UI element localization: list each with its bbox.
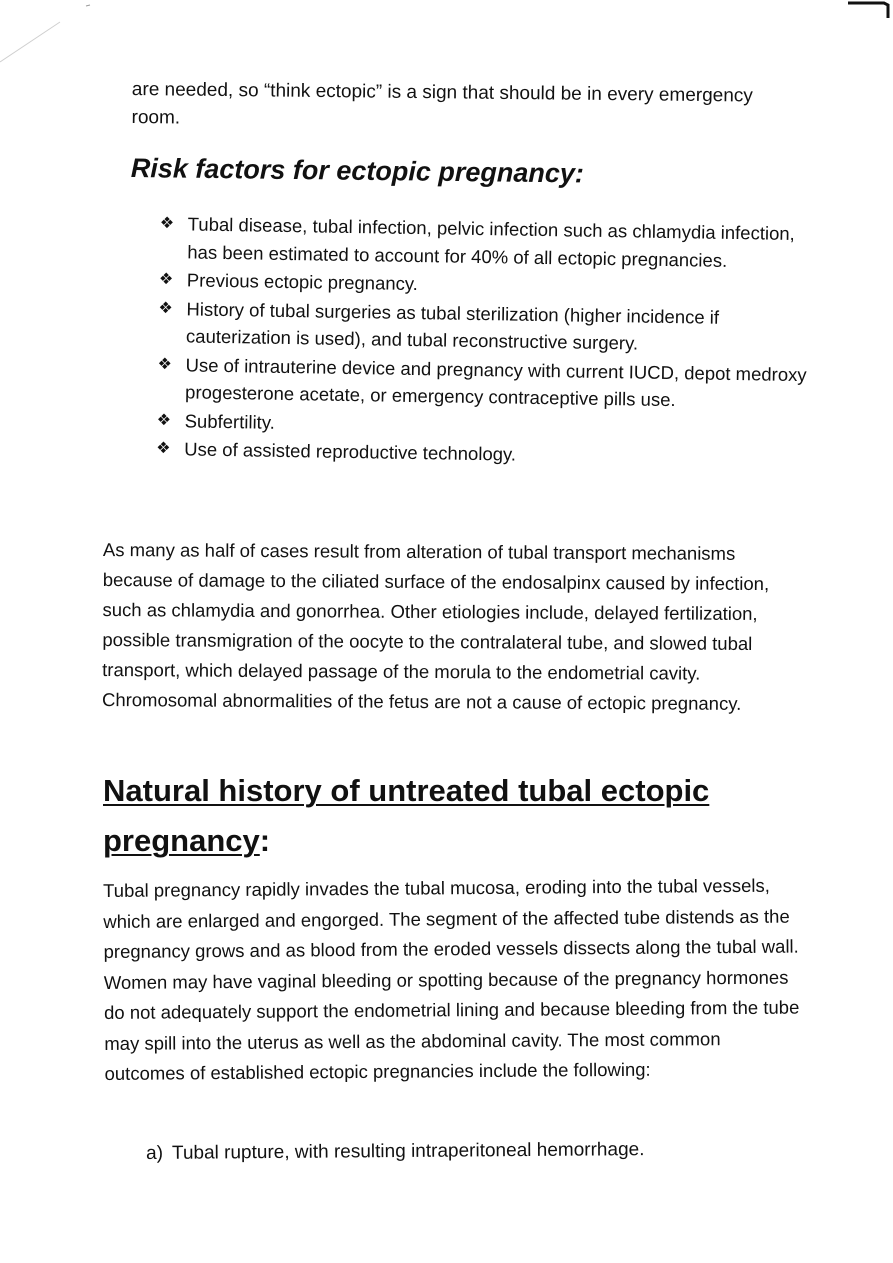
diamond-bullet-icon: ❖ xyxy=(156,439,171,458)
outcome-item xyxy=(146,1135,766,1168)
natural-history-heading xyxy=(103,766,743,866)
outcome-marker: a) xyxy=(146,1142,164,1164)
list-item xyxy=(158,294,809,359)
list-item-text: Use of assisted reproductive technology. xyxy=(184,438,517,465)
outcome-text: Tubal rupture, with resulting intraperitoneal hemorrhage. xyxy=(171,1139,645,1164)
risk-factors-heading: Risk factors for ectopic pregnancy: xyxy=(130,153,585,189)
list-item xyxy=(159,210,810,275)
diamond-bullet-icon: ❖ xyxy=(159,214,175,233)
list-item-text: Tubal disease, tubal infection, pelvic infection such as chlamydia infection, has been estimated to account for 40% of all ectopic pregnancies. xyxy=(187,213,795,271)
list-item-text: Subfertility. xyxy=(184,409,275,433)
intro-text: are needed, so “think ectopic” is a sign that should be in every emergency room. xyxy=(131,78,753,129)
list-item-text: History of tubal surgeries as tubal sterilization (higher incidence if cauterization is used), and tubal reconstructive surgery. xyxy=(185,297,720,354)
list-item xyxy=(157,350,808,415)
diamond-bullet-icon: ❖ xyxy=(156,411,172,429)
natural-history-paragraph: Tubal pregnancy rapidly invades the tubal mucosa, eroding into the tubal vessels, which are enlarged and engorged. The segment of the affected tube distends as the pregnancy grows and as blood from the eroded vessels dissects along the tubal wall. Women may have vaginal bleeding or spotting because of the pregnancy hormones do not adequately support the endometrial lining and because bleeding from the tube may spill into the uterus as well as the abdominal cavity. The most common outcomes of established ectopic pregnancies include the following: xyxy=(103,874,800,1084)
risk-factors-list xyxy=(156,210,810,474)
etiology-paragraph: As many as half of cases result from alteration of tubal transport mechanisms because of damage to the ciliated surface of the endosalpinx caused by infection, such as chlamydia and gonorrhea. Other etiologies include, delayed fertilization, possible transmigration of the oocyte to the contralateral tube, and slowed tubal transport, which delayed passage of the morula to the endometrial cavity. Chromosomal abnormalities of the fetus are not a cause of ectopic pregnancy. xyxy=(101,538,770,714)
diamond-bullet-icon: ❖ xyxy=(158,270,174,289)
natural-history-heading-text: Natural history of untreated tubal ectopic pregnancy xyxy=(103,773,710,858)
diamond-bullet-icon: ❖ xyxy=(158,299,173,317)
heading-colon: : xyxy=(259,823,271,858)
diamond-bullet-icon: ❖ xyxy=(157,355,173,373)
list-item-text: Previous ectopic pregnancy. xyxy=(186,269,419,295)
list-item-text: Use of intrauterine device and pregnancy with current IUCD, depot medroxy progesterone acetate, or emergency contraceptive pills use. xyxy=(184,353,807,411)
